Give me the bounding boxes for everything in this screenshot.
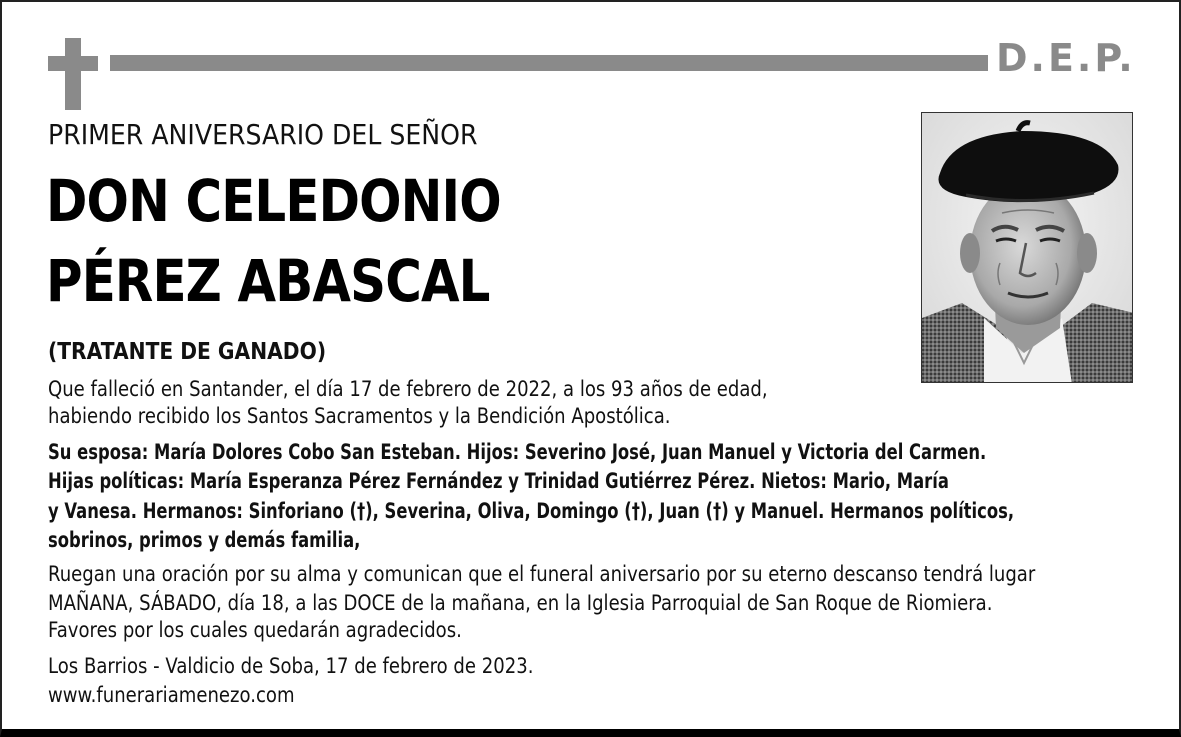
portrait-illustration — [922, 113, 1133, 383]
header-rule — [110, 55, 988, 71]
place-date: Los Barrios - Valdicio de Soba, 17 de febrero de 2023. — [48, 654, 534, 678]
dep-label: D.E.P. — [996, 36, 1136, 80]
deceased-name-line-2: PÉREZ ABASCAL — [46, 247, 490, 315]
website-link[interactable]: www.funerariamenezo.com — [48, 683, 295, 707]
occupation: (TRATANTE DE GANADO) — [48, 339, 327, 365]
portrait-photo — [921, 112, 1133, 383]
cross-icon — [48, 38, 98, 110]
family-line: Su esposa: María Dolores Cobo San Esteban. Hijos: Severino José, Juan Manuel y Victoria del Carmen. — [48, 440, 987, 464]
family-line: y Vanesa. Hermanos: Sinforiano (†), Severina, Oliva, Domingo (†), Juan (†) y Manuel. Hermanos políticos, — [48, 499, 1015, 523]
death-notice-line: habiendo recibido los Santos Sacramentos y la Bendición Apostólica. — [48, 404, 671, 428]
funeral-line: MAÑANA, SÁBADO, día 18, a las DOCE de la mañana, en la Iglesia Parroquial de San Roque de Riomiera. — [48, 591, 993, 615]
funeral-line: Favores por los cuales quedarán agradecidos. — [48, 618, 462, 642]
death-notice-line: Que falleció en Santander, el día 17 de febrero de 2022, a los 93 años de edad, — [48, 377, 768, 401]
deceased-name-line-1: DON CELEDONIO — [46, 167, 501, 235]
funeral-line: Ruegan una oración por su alma y comunican que el funeral aniversario por su eterno descanso tendrá lugar — [48, 562, 1036, 586]
family-line: sobrinos, primos y demás familia, — [48, 528, 361, 552]
family-line: Hijas políticas: María Esperanza Pérez Fernández y Trinidad Gutiérrez Pérez. Nietos: Mario, María — [48, 469, 949, 493]
anniversary-subtitle: PRIMER ANIVERSARIO DEL SEÑOR — [48, 118, 478, 151]
